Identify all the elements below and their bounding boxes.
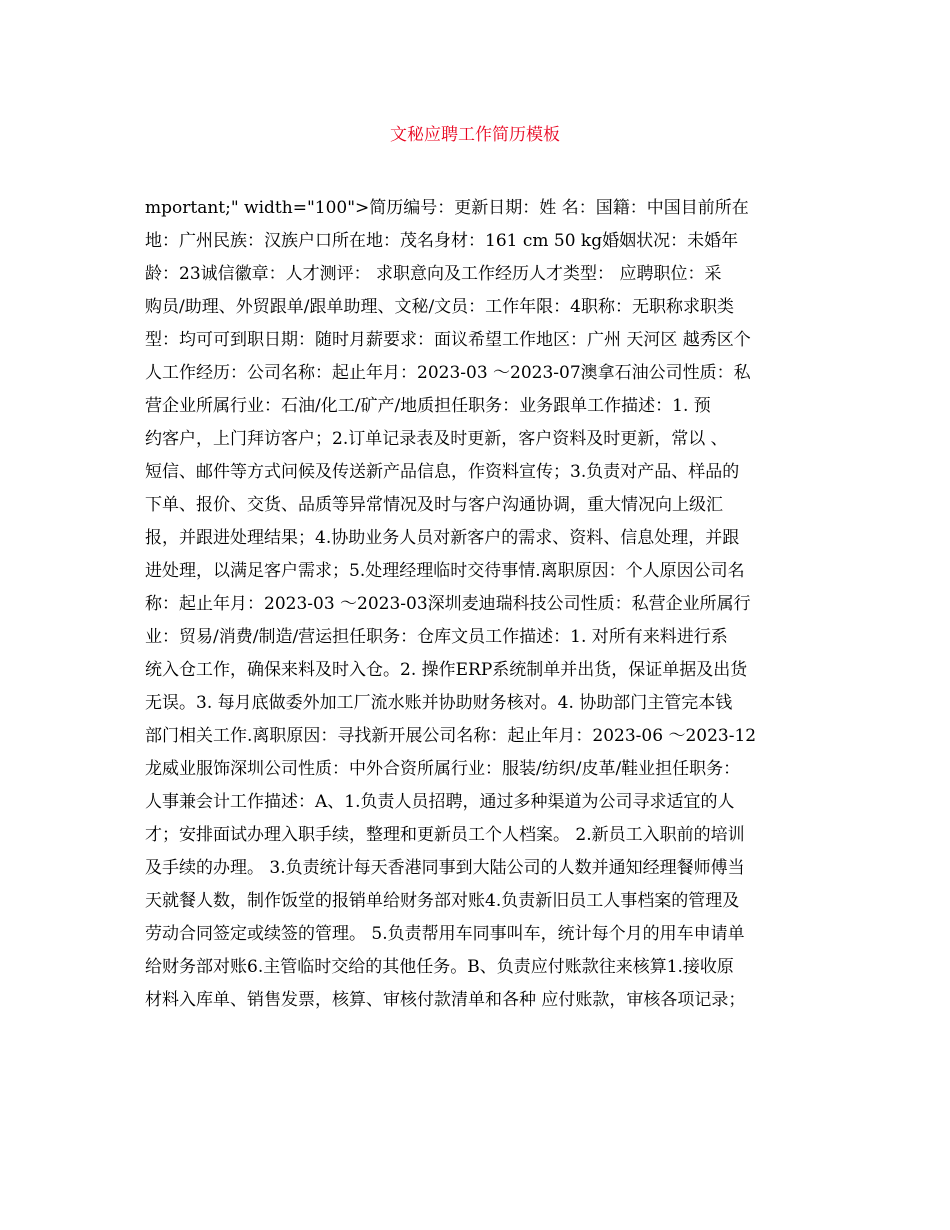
body-line: 天就餐人数，制作饭堂的报销单给财务部对账4.负责新旧员工人事档案的管理及 (145, 891, 740, 911)
body-line: 龄：23诚信徽章：人才测评： 求职意向及工作经历人才类型： 应聘职位：采 (145, 264, 722, 284)
body-line: 材料入库单、销售发票，核算、审核付款清单和各种 应付账款，审核各项记录； (145, 990, 746, 1010)
body-line: 人事兼会计工作描述：A、1.负责人员招聘，通过多种渠道为公司寻求适宜的人 (145, 792, 735, 812)
body-line: 购员/助理、外贸跟单/跟单助理、文秘/文员：工作年限：4职称：无职称求职类 (145, 297, 734, 317)
body-line: 才；安排面试办理入职手续，整理和更新员工个人档案。 2.新员工入职前的培训 (145, 825, 745, 845)
body-line: mportant;" width="100">简历编号：更新日期：姓 名：国籍：中国目前所在 (145, 198, 749, 218)
body-line: 劳动合同签定或续签的管理。 5.负责帮用车同事叫车，统计每个月的用车申请单 (145, 924, 745, 944)
body-line: 报，并跟进处理结果；4.协助业务人员对新客户的需求、资料、信息处理，并跟 (145, 528, 740, 548)
body-line: 给财务部对账6.主管临时交给的其他任务。B、负责应付账款往来核算1.接收原 (145, 957, 734, 977)
document-body (145, 192, 807, 1017)
body-line: 统入仓工作，确保来料及时入仓。2. 操作ERP系统制单并出货，保证单据及出货 (145, 660, 748, 680)
body-line: 及手续的办理。 3.负责统计每天香港同事到大陆公司的人数并通知经理餐师傅当 (145, 858, 745, 878)
body-line: 型：均可可到职日期：随时月薪要求：面议希望工作地区：广州 天河区 越秀区个 (145, 330, 751, 350)
body-line: 龙威业服饰深圳公司性质：中外合资所属行业：服装/纺织/皮革/鞋业担任职务： (145, 759, 741, 779)
body-line: 短信、邮件等方式问候及传送新产品信息，作资料宣传；3.负责对产品、样品的 (145, 462, 740, 482)
body-line: 进处理，以满足客户需求；5.处理经理临时交待事情.离职原因：个人原因公司名 (145, 561, 745, 581)
body-line: 下单、报价、交货、品质等异常情况及时与客户沟通协调，重大情况向上级汇 (145, 495, 723, 515)
body-line: 约客户，上门拜访客户；2.订单记录表及时更新，客户资料及时更新，常以 、 (145, 429, 728, 449)
body-line: 业：贸易/消费/制造/营运担任职务：仓库文员工作描述：1. 对所有来料进行系 (145, 627, 728, 647)
body-line: 部门相关工作.离职原因：寻找新开展公司名称：起止年月：2023-06 ～2023-12 (145, 726, 757, 746)
body-line: 人工作经历：公司名称：起止年月：2023-03 ～2023-07澳拿石油公司性质：私 (145, 363, 751, 383)
document-title: 文秘应聘工作简历模板 (390, 125, 560, 145)
body-line: 无误。3. 每月底做委外加工厂流水账并协助财务核对。4. 协助部门主管完本钱 (145, 693, 733, 713)
body-line: 地：广州民族：汉族户口所在地：茂名身材：161 cm 50 kg婚姻状况：未婚年 (145, 231, 739, 251)
body-line: 称：起止年月：2023-03 ～2023-03深圳麦迪瑞科技公司性质：私营企业所属行 (145, 594, 751, 614)
body-line: 营企业所属行业：石油/化工/矿产/地质担任职务：业务跟单工作描述：1. 预 (145, 396, 711, 416)
